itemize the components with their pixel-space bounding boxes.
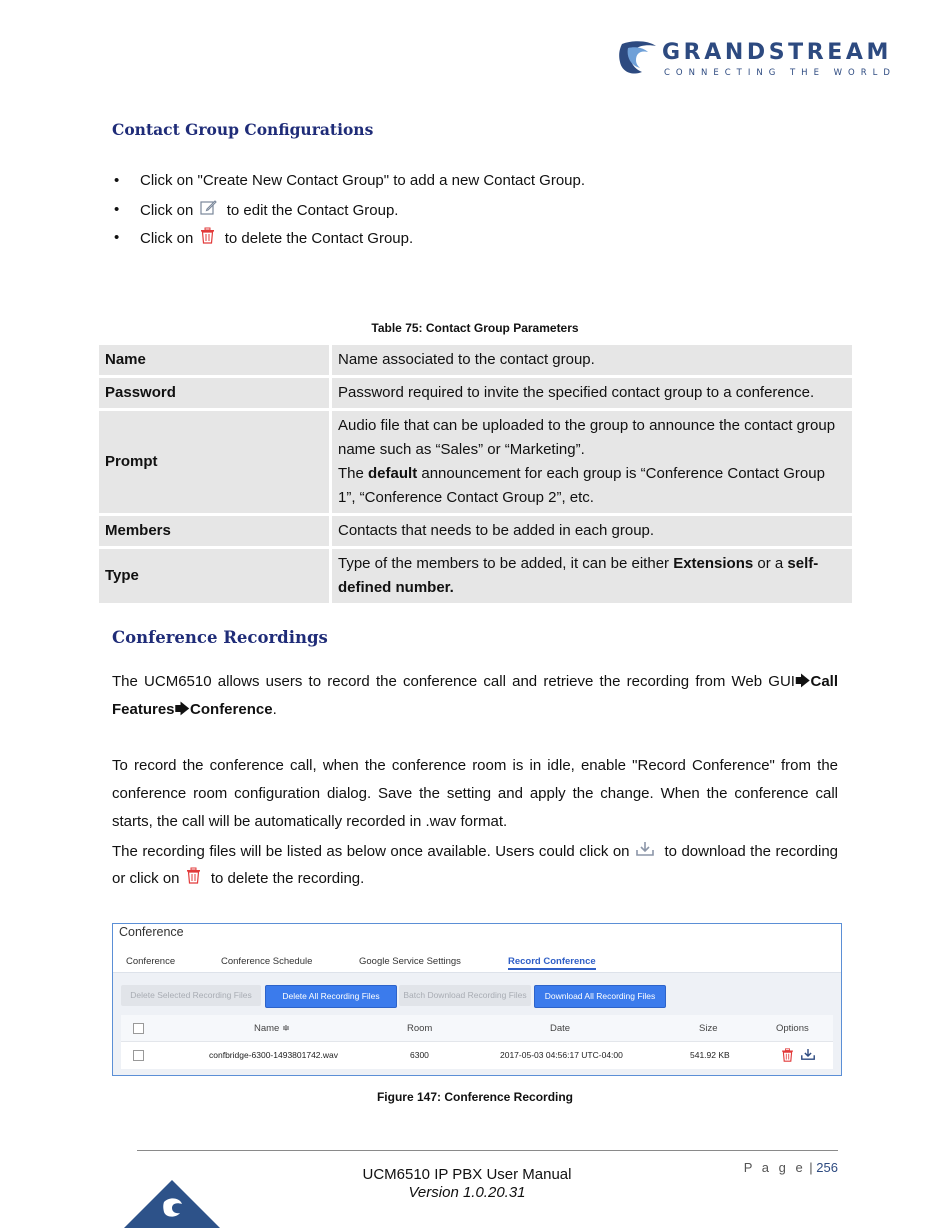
text: The — [338, 465, 369, 482]
bullet-text: to delete the Contact Group. — [224, 230, 414, 247]
param-description: Contacts that needs to be added in each group. — [332, 516, 852, 546]
logo-wordmark: GRANDSTREAM — [662, 40, 893, 65]
screenshot-body — [113, 973, 841, 1075]
batch-download-recordings-button[interactable]: Batch Download Recording Files — [399, 985, 531, 1006]
page-number-value: 256 — [816, 1160, 838, 1175]
arrow-right-icon: 🡆 — [174, 701, 191, 718]
param-name: Password — [99, 378, 329, 408]
contact-group-bullet-list — [112, 170, 852, 256]
table-caption: Table 75: Contact Group Parameters — [371, 321, 579, 335]
column-header-date: Date — [550, 1023, 571, 1034]
conference-recording-screenshot — [112, 923, 842, 1076]
text: The recording files will be listed as below once available. Users could click on — [112, 843, 630, 860]
bullet-text: Click on — [140, 230, 194, 247]
section-title-contact-group: Contact Group Configurations — [112, 120, 374, 139]
recording-date: 2017-05-03 04:56:17 UTC-04:00 — [500, 1050, 623, 1060]
list-item — [112, 199, 852, 228]
contact-group-parameters-table — [96, 342, 855, 606]
text: . — [272, 701, 277, 718]
bold-text: self-defined number. — [338, 555, 819, 596]
download-recording-icon[interactable] — [801, 1048, 815, 1061]
tab-record-conference[interactable]: Record Conference — [508, 956, 596, 970]
paragraph-record-instructions: To record the conference call, when the conference room is in idle, enable "Record Conference" from the conference room configuration dialog. Save the setting and apply the change. When the conference call starts, the call will be automatically recorded in .wav format. — [112, 757, 838, 830]
column-header-options: Options — [776, 1023, 809, 1034]
bold-text: default — [368, 465, 418, 482]
bullet-text: to edit the Contact Group. — [226, 201, 399, 219]
grandstream-swirl-icon — [618, 38, 658, 80]
tab-conference[interactable]: Conference — [126, 956, 176, 967]
param-description: Password required to invite the specified contact group to a conference. — [332, 378, 852, 408]
edit-icon — [200, 199, 217, 216]
screenshot-tab-bar — [113, 952, 841, 973]
tab-google-service-settings[interactable]: Google Service Settings — [359, 956, 461, 967]
text: to download the recording or click on — [112, 843, 839, 887]
delete-all-recordings-button[interactable]: Delete All Recording Files — [265, 985, 397, 1008]
delete-recording-icon[interactable] — [781, 1048, 794, 1062]
section-title-conference-recordings: Conference Recordings — [112, 628, 328, 647]
manual-version: Version 1.0.20.31 — [408, 1184, 526, 1201]
table-row — [99, 345, 852, 375]
table-row — [99, 516, 852, 546]
download-all-recordings-button[interactable]: Download All Recording Files — [534, 985, 666, 1008]
table-row — [99, 378, 852, 408]
param-description — [332, 411, 852, 513]
text: to delete the recording. — [210, 870, 365, 887]
recordings-table — [121, 1015, 833, 1069]
separator: | — [805, 1160, 817, 1175]
list-item — [112, 227, 852, 256]
grandstream-logo — [618, 38, 896, 84]
paragraph-intro — [112, 668, 838, 724]
text: The UCM6510 allows users to record the conference call and retrieve the recording from Web GUI — [112, 673, 795, 690]
bold-text: Conference — [190, 701, 273, 718]
param-name: Type — [99, 549, 329, 603]
tab-conference-schedule[interactable]: Conference Schedule — [221, 956, 313, 967]
prompt-line-1: Audio file that can be uploaded to the group to announce the contact group name such as “Sales” or “Marketing”. — [338, 417, 836, 458]
footer-divider — [137, 1150, 838, 1151]
column-header-room: Room — [407, 1023, 433, 1034]
page-label: P a g e — [743, 1160, 806, 1175]
manual-title: UCM6510 IP PBX User Manual — [362, 1166, 572, 1183]
list-item — [112, 170, 852, 199]
table-row — [99, 411, 852, 513]
recordings-table-header — [121, 1015, 833, 1042]
trash-icon — [186, 867, 201, 884]
bullet-text: Click on — [140, 201, 194, 219]
delete-selected-recordings-button[interactable]: Delete Selected Recording Files — [121, 985, 261, 1006]
text: or a — [753, 555, 788, 572]
param-name: Members — [99, 516, 329, 546]
recording-size: 541.92 KB — [690, 1050, 730, 1060]
text: announcement for each group is “Conference Contact Group 1”, “Conference Contact Group 2”, etc. — [338, 465, 825, 506]
table-row — [99, 549, 852, 603]
download-icon — [636, 841, 654, 857]
param-description — [332, 549, 852, 603]
recording-room: 6300 — [410, 1050, 429, 1060]
arrow-right-icon: 🡆 — [794, 673, 811, 690]
param-name: Prompt — [99, 411, 329, 513]
prompt-line-2 — [338, 462, 846, 510]
bold-text: Call Features — [112, 673, 838, 718]
row-checkbox[interactable] — [133, 1050, 144, 1061]
paragraph-recording-files — [112, 838, 838, 892]
trash-icon — [200, 227, 215, 244]
screenshot-title: Conference — [119, 925, 184, 939]
column-header-name[interactable]: Name ≑ — [254, 1023, 290, 1034]
param-description: Name associated to the contact group. — [332, 345, 852, 375]
param-name: Name — [99, 345, 329, 375]
select-all-checkbox[interactable] — [133, 1023, 144, 1034]
figure-caption: Figure 147: Conference Recording — [376, 1090, 574, 1104]
bullet-text: Click on "Create New Contact Group" to add a new Contact Group. — [140, 172, 586, 189]
bold-text: Extensions — [673, 555, 754, 572]
table-row — [121, 1042, 833, 1069]
footer-logo-triangle-icon — [124, 1180, 220, 1228]
text: Type of the members to be added, it can be either — [338, 555, 674, 572]
logo-tagline: CONNECTING THE WORLD — [664, 68, 896, 78]
recording-name: confbridge-6300-1493801742.wav — [209, 1050, 339, 1060]
column-header-size: Size — [699, 1023, 718, 1034]
